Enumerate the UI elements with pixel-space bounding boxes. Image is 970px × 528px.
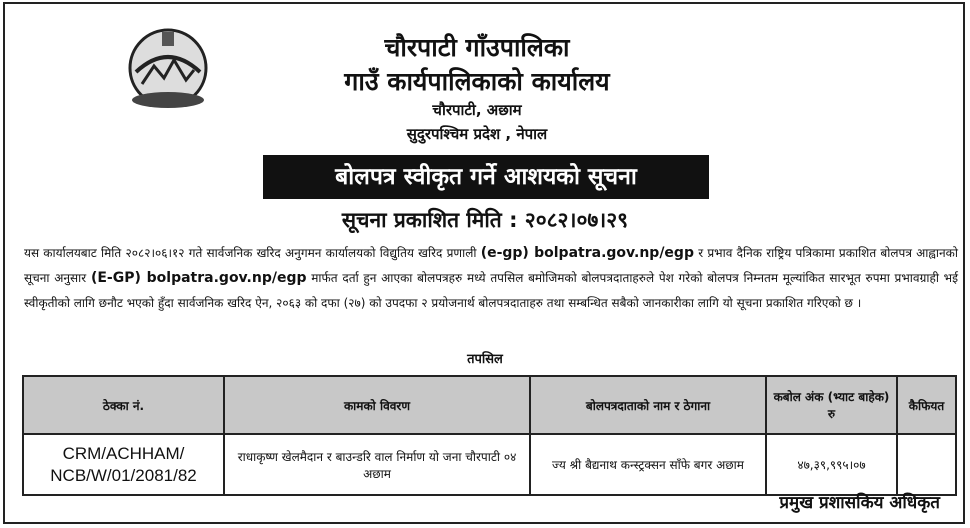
award-table: [22, 375, 957, 496]
body-text-3: मार्फत दर्ता हुन आएका बोलपत्रहरु मध्ये तपसिल बमोजिमको बोलपत्रदाताहरुले पेश गरेको बोलपत्र निम्नतम मूल्यांकित सारभूत रुपमा प्रभावग्राही भई स्वीकृतीको लागि छनौट भएको हुँदा सार्वजनिक खरिद ऐन, २०६३ को दफा (२७) को उपदफा २ प्रयोजनार्थ बोलपत्रदाताहरु तथा सम्बन्धित सबैको जानकारीका लागि यो सूचना प्रकाशित गरिएको छ ।: [24, 271, 958, 310]
signatory: प्रमुख प्रशासकिय अधिकृत: [779, 493, 940, 513]
col-description: कामको विवरण: [224, 376, 530, 434]
egp-link-2: (E-GP) bolpatra.gov.np/egp: [90, 270, 307, 286]
published-date: सूचना प्रकाशित मिति : २०८२।०७।२९: [341, 208, 629, 232]
notice-title-banner: बोलपत्र स्वीकृत गर्ने आशयको सूचना: [263, 155, 709, 199]
egp-link-1: (e-gp) bolpatra.gov.np/egp: [480, 245, 694, 261]
bidder-cell: ज्य श्री बैद्यनाथ कन्स्ट्रक्सन साँफे बगर अछाम: [530, 434, 766, 495]
col-remarks: कैफियत: [897, 376, 956, 434]
office-location: चौरपाटी, अछाम: [432, 101, 522, 119]
col-contract-no: ठेक्का नं.: [23, 376, 224, 434]
office-province: सुदुरपश्चिम प्रदेश , नेपाल: [406, 125, 548, 143]
body-text-2: र प्रभाव दैनिक राष्ट्रिय पत्रिकामा प्रकाशित बोलपत्र आह्वानको सूचना अनुसार: [24, 246, 959, 285]
table-header-row: [23, 376, 956, 434]
col-bidder: बोलपत्रदाताको नाम र ठेगाना: [530, 376, 766, 434]
table-row: [23, 434, 956, 495]
body-text-1: यस कार्यालयबाट मिति २०८२।०६।१२ गते सार्वजनिक खरिद अनुगमन कार्यालयको विद्युतिय खरिद प्रणाली: [24, 246, 481, 260]
contract-no-cell: CRM/ACHHAM/ NCB/W/01/2081/82: [23, 434, 224, 495]
description-cell: राधाकृष्ण खेलमैदान र बाउन्डरि वाल निर्माण यो जना चौरपाटी ०४ अछाम: [224, 434, 530, 495]
schedule-heading: तपसिल: [467, 352, 503, 367]
col-amount: कबोल अंक (भ्याट बाहेक) रु: [766, 376, 897, 434]
amount-cell: ४७,३९,९९५।०७: [766, 434, 897, 495]
notice-body: [24, 241, 958, 316]
remarks-cell: [897, 434, 956, 495]
office-name: चौरपाटी गाँउपालिका: [384, 33, 570, 62]
office-subtitle: गाउँ कार्यपालिकाको कार्यालय: [344, 67, 610, 96]
